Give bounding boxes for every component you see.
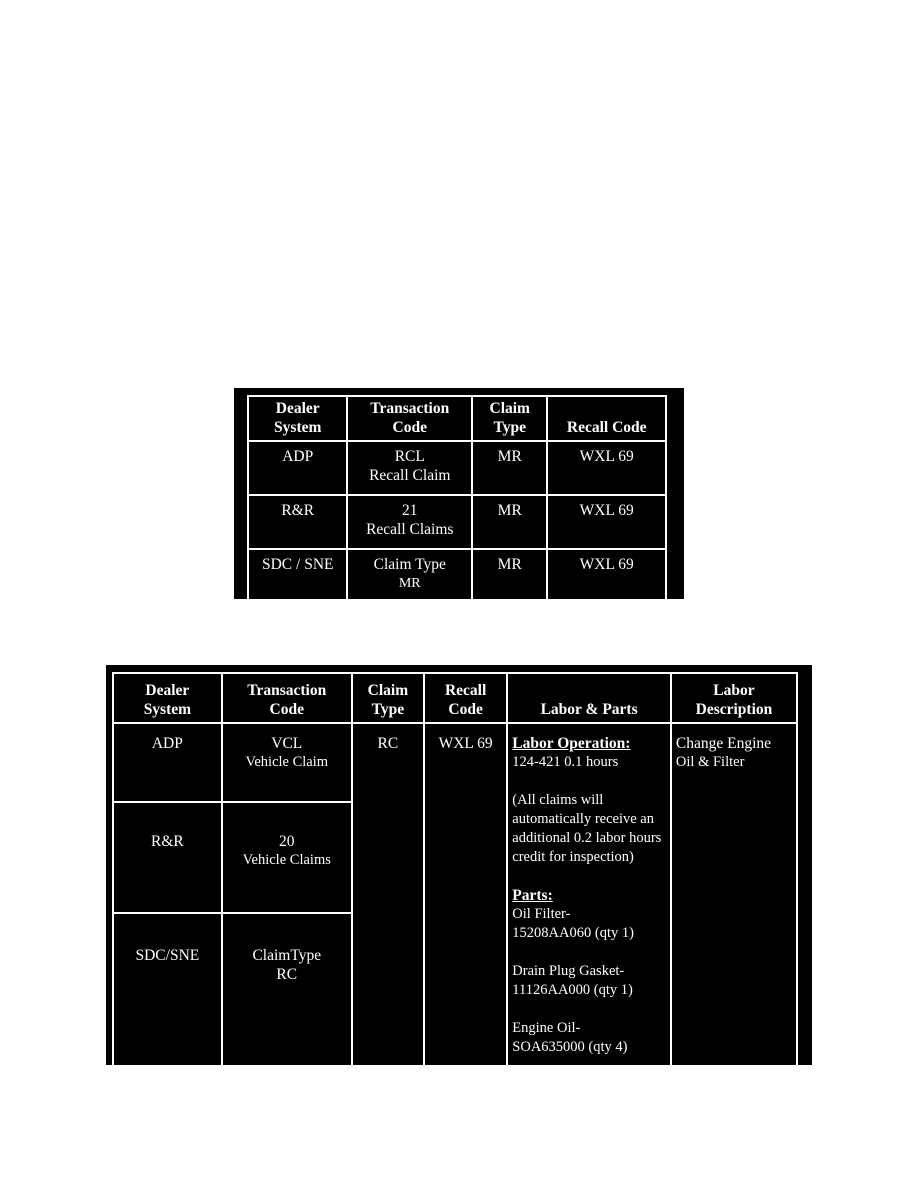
labor-note-line: automatically receive an [512, 811, 654, 827]
part-name: Oil Filter- [512, 906, 571, 922]
dealer-system-cell: R&R [248, 495, 347, 549]
transaction-code-cell: 21 Recall Claims [347, 495, 472, 549]
labor-parts-cell [507, 723, 671, 1085]
part-number: SOA635000 (qty 4) [512, 1039, 628, 1055]
part-number: 15208AA060 (qty 1) [512, 925, 634, 941]
transaction-code-cell: VCL Vehicle Claim [222, 723, 352, 802]
transaction-code-cell: ClaimType RC [222, 913, 352, 1085]
labor-note-line: additional 0.2 labor hours [512, 830, 662, 846]
dealer-system-cell: SDC / SNE [248, 549, 347, 603]
header-transaction-code: Transaction Code [222, 673, 352, 723]
header-dealer-system: Dealer System [248, 396, 347, 441]
dealer-system-cell: ADP [248, 441, 347, 495]
header-recall-code: Recall Code [547, 396, 666, 441]
table-row [248, 549, 666, 603]
claim-type-cell: RC [352, 723, 424, 1085]
table-header-row [113, 673, 797, 723]
claim-type-cell: MR [472, 441, 547, 495]
recall-code-cell: WXL 69 [547, 441, 666, 495]
transaction-code-cell: RCL Recall Claim [347, 441, 472, 495]
part-name: Drain Plug Gasket- [512, 963, 625, 979]
transaction-code-cell: Claim Type MR [347, 549, 472, 603]
parts-heading: Parts: [512, 887, 553, 904]
recall-claim-panel [234, 388, 684, 599]
labor-note-line: (All claims will [512, 792, 604, 808]
header-transaction-code: Transaction Code [347, 396, 472, 441]
labor-operation-line: 124-421 0.1 hours [512, 754, 619, 770]
claim-type-cell: MR [472, 495, 547, 549]
header-claim-type: Claim Type [472, 396, 547, 441]
header-labor-description: Labor Description [671, 673, 797, 723]
labor-operation-heading: Labor Operation: [512, 735, 631, 752]
table-row [248, 441, 666, 495]
part-name: Engine Oil- [512, 1020, 581, 1036]
table-row [113, 723, 797, 802]
recall-code-cell: WXL 69 [547, 495, 666, 549]
table-row [248, 495, 666, 549]
part-number: 11126AA000 (qty 1) [512, 982, 633, 998]
header-labor-parts: Labor & Parts [507, 673, 671, 723]
recall-claim-table [247, 395, 667, 604]
labor-note-line: credit for inspection) [512, 849, 634, 865]
header-claim-type: Claim Type [352, 673, 424, 723]
recall-code-cell: WXL 69 [547, 549, 666, 603]
header-recall-code: Recall Code [424, 673, 507, 723]
table-header-row [248, 396, 666, 441]
vehicle-claim-panel [106, 665, 812, 1065]
claim-type-cell: MR [472, 549, 547, 603]
dealer-system-cell: ADP [113, 723, 222, 802]
recall-code-cell: WXL 69 [424, 723, 507, 1085]
header-dealer-system: Dealer System [113, 673, 222, 723]
dealer-system-cell: SDC/SNE [113, 913, 222, 1085]
vehicle-claim-table [112, 672, 798, 1086]
dealer-system-cell: R&R [113, 802, 222, 913]
transaction-code-cell: 20 Vehicle Claims [222, 802, 352, 913]
labor-description-cell: Change Engine Oil & Filter [671, 723, 797, 1085]
